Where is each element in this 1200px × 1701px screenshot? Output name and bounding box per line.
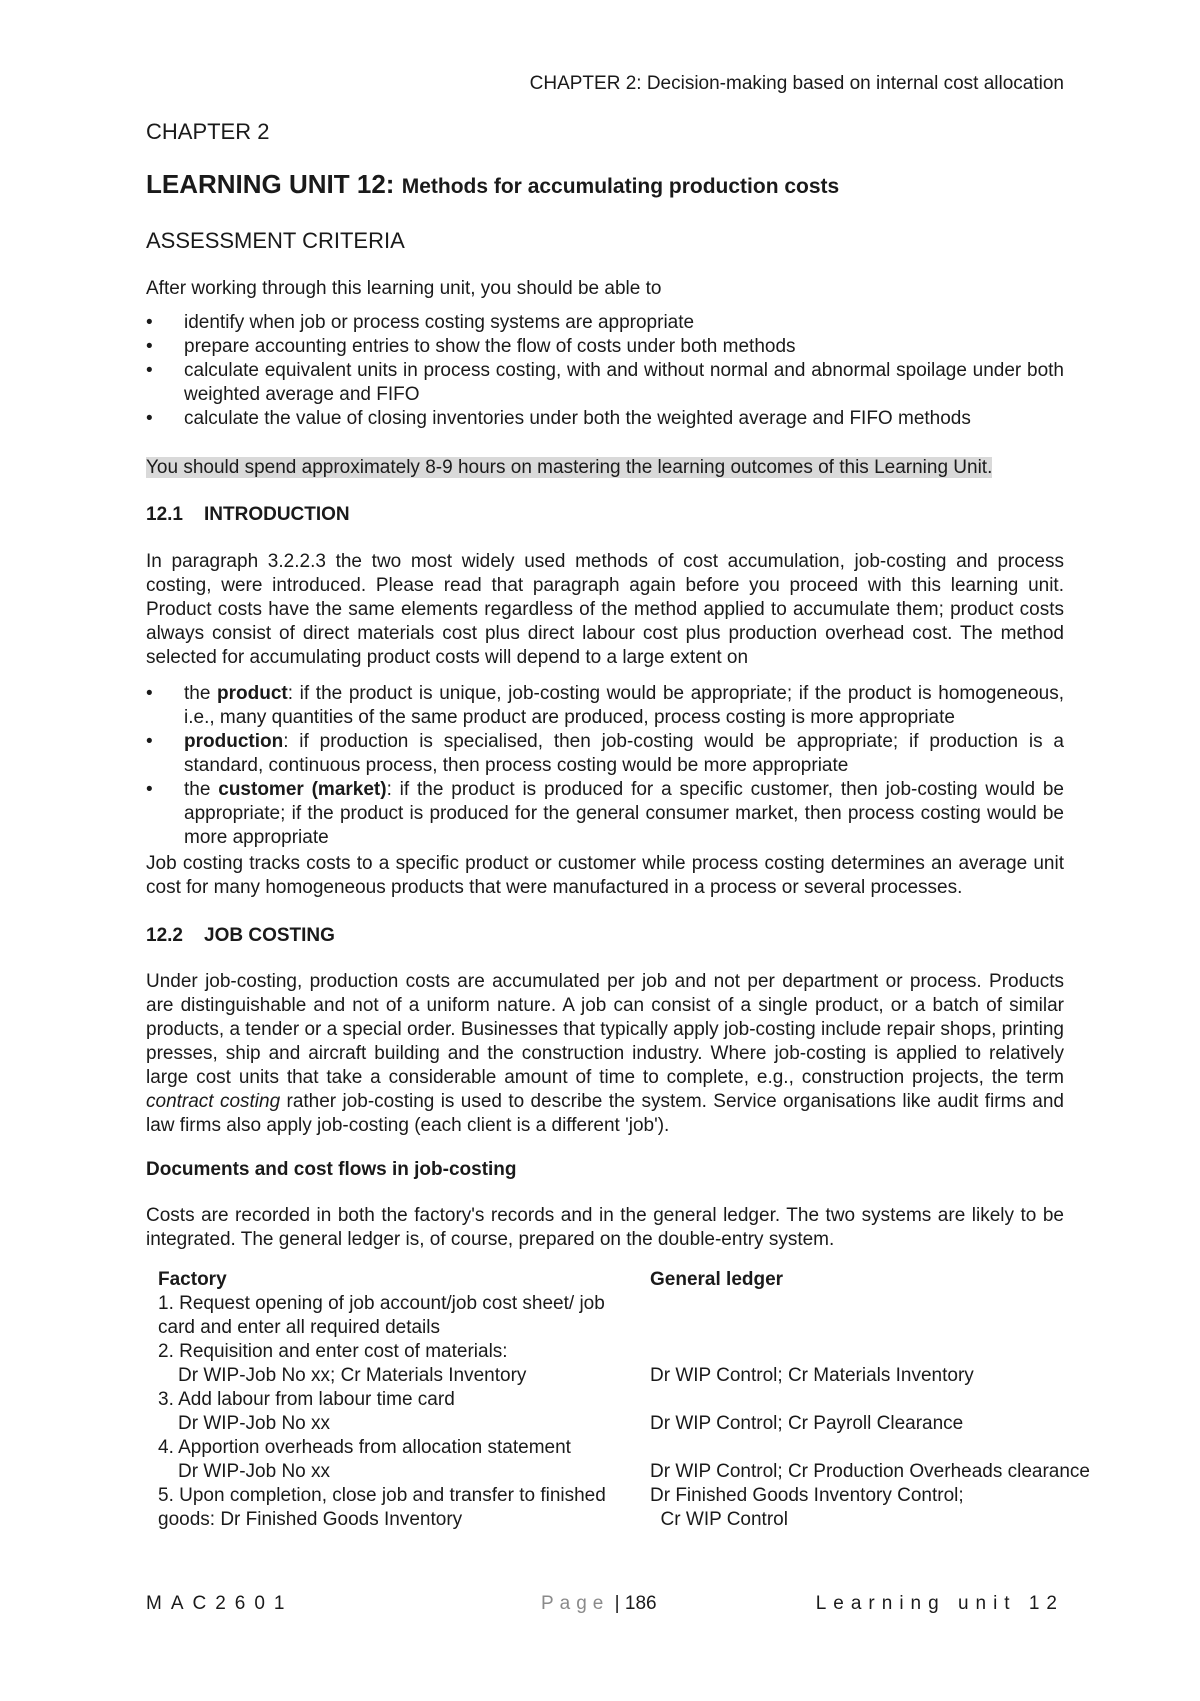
page-number: Page | 186	[541, 1593, 657, 1614]
list-item: • calculate the value of closing inventories under both the weighted average and FIFO methods	[146, 408, 971, 429]
intro-paragraph: In paragraph 3.2.2.3 the two most widely used methods of cost accumulation, job-costing and process costing, were introduced. Please read that paragraph again before you proceed with this learning unit. Product costs have the same elements regardless of the method applied to accumulate them; product costs always consist of direct materials cost plus direct labour cost plus production overhead cost. The method selected for accumulating product costs will depend to a large extent on	[146, 551, 1064, 668]
assessment-heading: ASSESSMENT CRITERIA	[146, 228, 405, 253]
bullet-icon: •	[146, 683, 153, 704]
section-title: INTRODUCTION	[204, 504, 350, 525]
list-item: • identify when job or process costing systems are appropriate	[146, 312, 695, 333]
bullet-icon: •	[146, 360, 153, 381]
intro-closing-paragraph: Job costing tracks costs to a specific product or customer while process costing determines an average unit cost for many homogeneous products that were manufactured in a process or several processes.	[146, 853, 1064, 898]
bullet-icon: •	[146, 312, 153, 333]
table-row: goods: Dr Finished Goods Inventory Cr WIP Control	[158, 1509, 788, 1530]
list-item: • the customer (market): if the product is produced for a specific customer, then job-costing would be appropriate; if the product is produced for the general consumer market, then process costing would be more appropriate	[146, 779, 1064, 848]
module-code: MAC2601	[146, 1593, 294, 1614]
section-number: 12.2	[146, 925, 183, 946]
bullet-icon: •	[146, 731, 153, 752]
table-row: Dr WIP-Job No xx Dr WIP Control; Cr Payroll Clearance	[178, 1413, 964, 1434]
list-item: • prepare accounting entries to show the flow of costs under both methods	[146, 336, 796, 357]
documents-paragraph: Costs are recorded in both the factory's records and in the general ledger. The two systems are likely to be integrated. The general ledger is, of course, prepared on the double-entry system.	[146, 1205, 1064, 1250]
list-item: • calculate equivalent units in process costing, with and without normal and abnormal spoilage under both weighted average and FIFO	[146, 360, 1064, 405]
chapter-label: CHAPTER 2	[146, 119, 270, 144]
page-label: Page	[541, 1593, 610, 1614]
bullet-icon: •	[146, 779, 153, 800]
table-header-row	[158, 1268, 1158, 1292]
page-number-value: 186	[624, 1593, 657, 1614]
time-note-highlight: You should spend approximately 8-9 hours on mastering the learning outcomes of this Learning Unit.	[146, 457, 993, 478]
table-row: Dr WIP-Job No xx; Cr Materials Inventory Dr WIP Control; Cr Materials Inventory	[178, 1365, 974, 1386]
section-title: JOB COSTING	[204, 925, 335, 946]
learning-unit-subtitle: Methods for accumulating production costs	[401, 175, 840, 198]
table-row: 1. Request opening of job account/job cost sheet/ job	[158, 1293, 605, 1314]
list-item: • the product: if the product is unique, job-costing would be appropriate; if the product is homogeneous, i.e., many quantities of the same product are produced, process costing is more appropriate	[146, 683, 1064, 728]
assessment-intro: After working through this learning unit, you should be able to	[146, 278, 662, 299]
job-costing-paragraph: Under job-costing, production costs are accumulated per job and not per department or process. Products are distinguishable and not of a uniform nature. A job can consist of a single product, or a batch of similar products, a tender or a special order. Businesses that typically apply job-costing include repair shops, printing presses, ship and aircraft building and the construction industry. Where job-costing is applied to relatively large cost units that take a considerable amount of time to complete, e.g., construction projects, the term contract costing rather job-costing is used to describe the system. Service organisations like audit firms and law firms also apply job-costing (each client is a different 'job').	[146, 971, 1064, 1136]
learning-unit-footer: Learning unit 12	[815, 1593, 1064, 1614]
table-row: 5. Upon completion, close job and transfer to finished Dr Finished Goods Inventory Control;	[158, 1485, 964, 1506]
table-row: 4. Apportion overheads from allocation statement	[158, 1437, 571, 1458]
learning-unit-title	[146, 169, 840, 199]
assessment-criteria-list	[146, 311, 1064, 431]
documents-subheading: Documents and cost flows in job-costing	[146, 1159, 517, 1180]
learning-unit-label: LEARNING UNIT 12:	[146, 169, 395, 199]
factors-list	[146, 682, 1064, 850]
page-footer	[146, 1592, 1064, 1616]
table-row: 3. Add labour from labour time card	[158, 1389, 455, 1410]
document-page	[146, 0, 1090, 1701]
table-row: card and enter all required details	[158, 1317, 441, 1338]
section-heading-job-costing	[146, 924, 1064, 948]
ledger-table	[158, 1268, 1158, 1532]
list-item: • production: if production is specialised, then job-costing would be appropriate; if production is a standard, continuous process, then process costing would be more appropriate	[146, 731, 1064, 776]
section-heading-introduction	[146, 503, 1064, 527]
bullet-icon: •	[146, 336, 153, 357]
section-number: 12.1	[146, 504, 183, 525]
column-header-general-ledger: General ledger	[650, 1269, 784, 1290]
time-note	[146, 456, 1064, 480]
bullet-icon: •	[146, 408, 153, 429]
table-row: 2. Requisition and enter cost of materials:	[158, 1341, 508, 1362]
running-header: CHAPTER 2: Decision-making based on internal cost allocation	[529, 73, 1064, 94]
column-header-factory: Factory	[158, 1269, 227, 1290]
table-row: Dr WIP-Job No xx Dr WIP Control; Cr Production Overheads clearance	[178, 1461, 1090, 1482]
